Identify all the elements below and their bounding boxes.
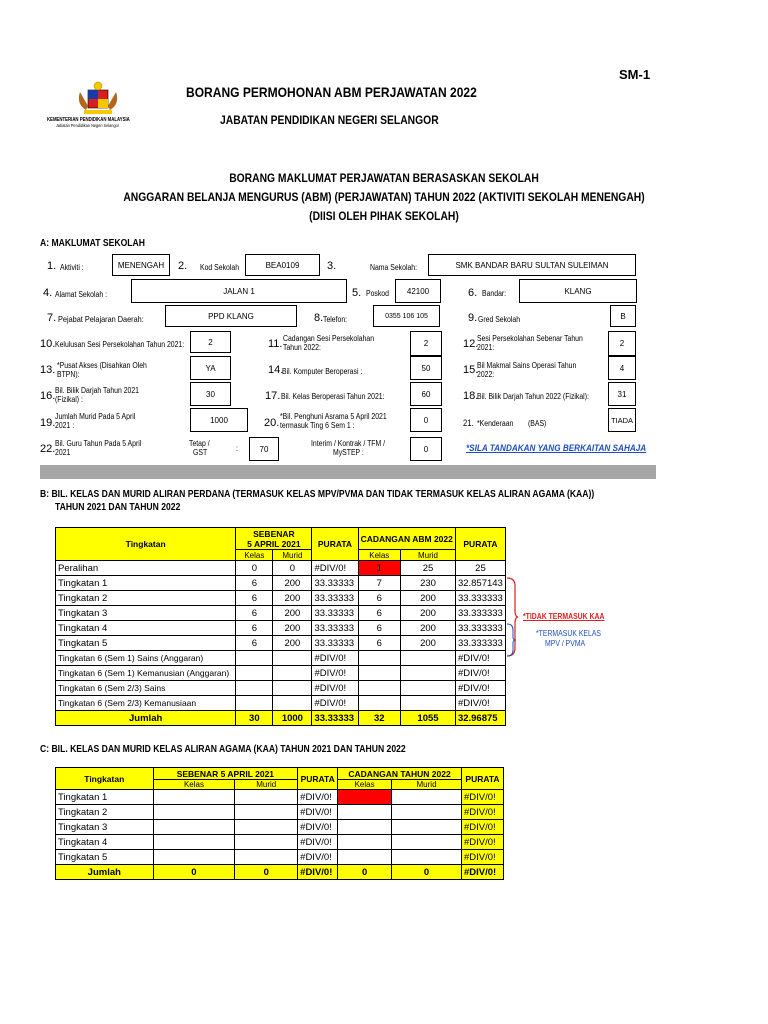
bilik-darjah-2022-field[interactable]: 31 [608,382,636,406]
cell-murid-2022[interactable] [392,850,462,865]
cell-murid[interactable]: 200 [273,591,312,606]
bilik-darjah-2021-field[interactable]: 30 [190,382,231,406]
cell-purata-2022-total: #DIV/0! [461,865,503,880]
cell-kelas[interactable] [236,651,273,666]
cell-kelas-2022[interactable] [358,696,401,711]
aktiviti-label: Aktiviti : [60,263,84,272]
field-number: 8. [314,312,324,324]
interim-label: Interim / Kontrak / TFM / [311,439,386,448]
cadangan-sesi-field[interactable]: 2 [410,331,442,356]
sesi-sebenar-field[interactable]: 2 [608,331,636,356]
komputer-field[interactable]: 50 [410,356,442,380]
field-number: 20. [264,417,280,429]
cell-murid[interactable] [273,681,312,696]
cell-kelas-2022[interactable]: 6 [358,591,401,606]
poskod-label: Poskod [366,289,389,298]
cell-murid[interactable]: 0 [273,561,312,576]
bilik-darjah-2022-label: Bil. Bilik Darjah Tahun 2022 (Fizikal): [477,392,589,401]
cell-purata-2022: #DIV/0! [461,790,503,805]
bil-guru-label: 2021 [55,448,71,457]
note-termasuk-mpv: *TERMASUK KELAS [536,629,601,638]
cell-murid[interactable] [273,696,312,711]
row-label: Peralihan [56,561,236,576]
page-title: BORANG PERMOHONAN ABM PERJAWATAN 2022 [186,84,477,100]
field-number: 11. [268,338,283,350]
cell-purata: #DIV/0! [298,805,338,820]
cell-kelas[interactable]: 6 [236,606,273,621]
asrama-field[interactable]: 0 [410,408,442,432]
table-row [56,576,506,591]
header-cadangan: CADANGAN TAHUN 2022 [338,768,462,780]
kenderaan-label: *Kenderaan [477,419,514,428]
field-number: 1. [47,260,57,272]
table-row [56,820,504,835]
asrama-label: *Bil. Penghuni Asrama 5 April 2021 [280,412,387,421]
makmal-field[interactable]: 4 [608,356,636,380]
field-number: 6. [468,287,478,299]
cell-purata-2022: 32.857143 [455,576,505,591]
cell-purata: 33.33333 [312,621,358,636]
cell-murid-2022[interactable]: 25 [401,561,456,576]
cell-kelas-2022[interactable] [338,820,392,835]
makmal-label: Bil Makmal Sains Operasi Tahun [477,361,577,370]
field-number: 3. [327,260,337,272]
alamat-field[interactable]: JALAN 1 [131,279,347,303]
cell-kelas-2022[interactable] [338,850,392,865]
bilik-darjah-2021-label: (Fizikal) : [55,395,83,404]
cell-kelas[interactable] [153,820,235,835]
row-label: Tingkatan 4 [56,621,236,636]
cell-murid[interactable] [235,805,298,820]
header-cadangan: CADANGAN ABM 2022 [358,528,455,550]
cell-purata-total: #DIV/0! [298,865,338,880]
jumlah-murid-field[interactable]: 1000 [190,408,248,432]
field-number: 21. [463,418,474,428]
cell-murid[interactable]: 200 [273,606,312,621]
cell-kelas-2022[interactable] [338,835,392,850]
table-row [56,850,504,865]
poskod-field[interactable]: 42100 [395,279,441,303]
cell-kelas[interactable]: 6 [236,636,273,651]
cell-purata: #DIV/0! [298,850,338,865]
header-murid: Murid [235,780,298,790]
note-termasuk-mpv-2: MPV / PVMA [545,639,586,648]
pusat-akses-label: BTPN): [57,370,80,379]
cell-purata-2022: #DIV/0! [461,850,503,865]
header-sebenar: SEBENAR 5 APRIL 2021 [153,768,298,780]
row-label: Tingkatan 1 [56,790,154,805]
table-row [56,561,506,576]
cell-murid[interactable] [273,651,312,666]
cell-murid-2022[interactable] [392,790,462,805]
header-sebenar-line2: 5 APRIL 2021 [247,538,301,549]
alamat-label: Alamat Sekolah : [55,290,108,299]
row-label: Tingkatan 3 [56,606,236,621]
row-label: Tingkatan 5 [56,636,236,651]
cell-purata-2022: 33.333333 [455,606,505,621]
cell-murid-2022[interactable] [401,666,456,681]
table-row-total [56,711,506,726]
cell-murid-2022-total: 1055 [401,711,456,726]
page-subtitle: JABATAN PENDIDIKAN NEGERI SELANGOR [220,113,439,127]
form-code: SM-1 [619,67,651,82]
jumlah-murid-label: Jumlah Murid Pada 5 April [55,412,136,421]
cell-kelas[interactable] [153,835,235,850]
cell-purata-2022: 33.333333 [455,636,505,651]
cell-purata: 33.33333 [312,636,358,651]
nama-sekolah-label: Nama Sekolah: [370,263,418,272]
interim-label: MySTEP : [333,448,364,457]
cell-kelas[interactable] [236,696,273,711]
cell-kelas-2022[interactable] [358,651,401,666]
komputer-label: Bil. Komputer Beroperasi : [282,367,363,376]
table-row [56,636,506,651]
field-number: 19. [40,417,56,429]
table-row [56,805,504,820]
field-number: 13. [40,364,56,376]
cell-murid[interactable] [235,835,298,850]
kelulusan-sesi-field[interactable]: 2 [190,331,231,353]
malaysia-coat-of-arms-logo [66,80,130,120]
field-number: 10. [40,338,56,350]
row-label: Tingkatan 2 [56,591,236,606]
header-purata: PURATA [298,768,338,790]
bilik-darjah-2021-label: Bil. Bilik Darjah Tahun 2021 [55,386,140,395]
field-number: 12. [463,338,479,350]
cell-murid-2022[interactable]: 200 [401,606,456,621]
header-tingkatan: Tingkatan [56,528,236,561]
table-row [56,621,506,636]
header-tingkatan: Tingkatan [56,768,154,790]
cell-kelas-2022[interactable] [358,681,401,696]
kelas-beroperasi-label: Bil. Kelas Beroperasi Tahun 2021: [281,392,385,401]
cell-kelas[interactable]: 6 [236,621,273,636]
cell-kelas-2022[interactable]: 7 [358,576,401,591]
cell-murid-2022[interactable]: 230 [401,576,456,591]
cell-murid[interactable]: 200 [273,621,312,636]
cell-murid-total: 0 [235,865,298,880]
cell-purata: #DIV/0! [312,681,358,696]
header-murid: Murid [273,550,312,561]
table-row [56,696,506,711]
cell-purata: #DIV/0! [312,561,358,576]
header-sebenar [236,528,312,550]
cell-murid[interactable] [235,850,298,865]
cell-purata: 33.33333 [312,576,358,591]
guru-interim-field[interactable]: 0 [410,437,442,461]
table-section-b [55,527,506,726]
header-sebenar-line1: SEBENAR [253,528,295,539]
cell-kelas-2022-total: 32 [358,711,401,726]
cell-purata-2022: #DIV/0! [455,696,505,711]
cell-murid[interactable]: 200 [273,636,312,651]
row-label-total: Jumlah [56,711,236,726]
table-row [56,606,506,621]
cell-purata-2022: #DIV/0! [461,820,503,835]
cell-purata-2022: #DIV/0! [461,805,503,820]
cell-kelas[interactable] [153,850,235,865]
table-section-c [55,767,504,880]
cell-purata-2022-total: 32.96875 [455,711,505,726]
cell-purata-2022: #DIV/0! [461,835,503,850]
section-a-title: A: MAKLUMAT SEKOLAH [40,238,145,249]
cell-kelas-2022[interactable]: 6 [358,606,401,621]
row-label: Tingkatan 1 [56,576,236,591]
cell-murid-2022[interactable] [401,681,456,696]
aktiviti-field[interactable]: MENENGAH [112,254,170,276]
field-number: 18. [463,390,479,402]
gred-label: Gred Sekolah [478,315,521,324]
kod-sekolah-label: Kod Sekolah [200,263,240,272]
cell-murid-2022[interactable] [392,820,462,835]
cell-purata-2022: 33.333333 [455,591,505,606]
bandar-field[interactable]: KLANG [519,279,637,303]
field-number: 2. [178,260,188,272]
form-heading-1: BORANG MAKLUMAT PERJAWATAN BERASASKAN SEKOLAH [229,171,539,185]
field-number: 4. [43,287,53,299]
section-c-title: C: BIL. KELAS DAN MURID KELAS ALIRAN AGAMA (KAA) TAHUN 2021 DAN TAHUN 2022 [40,744,406,755]
field-number: 17. [265,390,281,402]
header-purata-2022: PURATA [455,528,505,561]
form-heading-2: ANGGARAN BELANJA MENGURUS (ABM) (PERJAWATAN) TAHUN 2022 (AKTIVITI SEKOLAH MENENGAH) [123,190,645,204]
telefon-label: Telefon: [323,315,348,324]
table-row [56,666,506,681]
cell-kelas-2022[interactable] [338,790,392,805]
sesi-sebenar-label: Sesi Persekolahan Sebenar Tahun [477,334,583,343]
cell-murid[interactable] [273,666,312,681]
kelulusan-sesi-label: Kelulusan Sesi Persekolahan Tahun 2021: [55,340,185,349]
cell-purata-2022: #DIV/0! [455,666,505,681]
cell-purata: #DIV/0! [298,790,338,805]
cell-murid-2022-total: 0 [392,865,462,880]
cell-murid-2022[interactable]: 200 [401,621,456,636]
form-heading-3: (DIISI OLEH PIHAK SEKOLAH) [309,209,459,223]
cell-kelas[interactable]: 0 [236,561,273,576]
pusat-akses-field[interactable]: YA [190,356,231,380]
cell-kelas-2022[interactable] [358,666,401,681]
cell-purata: #DIV/0! [312,696,358,711]
field-number: 14. [268,364,284,376]
cell-murid-2022[interactable] [401,696,456,711]
cell-kelas[interactable] [236,681,273,696]
note-tidak-termasuk-kaa: *TIDAK TERMASUK KAA [523,612,605,621]
field-number: 22. [40,443,56,455]
section-b-title: B: BIL. KELAS DAN MURID ALIRAN PERDANA (TERMASUK KELAS MPV/PVMA DAN TIDAK TERMASUK KELAS ALIRAN AGAMA (KAA)) [40,489,595,500]
cell-kelas[interactable] [153,790,235,805]
section-b-title-2: TAHUN 2021 DAN TAHUN 2022 [55,502,181,513]
cell-purata: #DIV/0! [298,820,338,835]
cell-murid-2022[interactable] [392,835,462,850]
tetap-label: Tetap / [189,439,210,448]
cell-purata-2022: 33.333333 [455,621,505,636]
cell-kelas-total: 30 [236,711,273,726]
kelas-beroperasi-field[interactable]: 60 [410,382,442,406]
cell-murid[interactable] [235,790,298,805]
cell-murid-2022[interactable] [401,651,456,666]
makmal-label: 2022: [477,370,495,379]
section-divider [40,465,656,479]
table-row [56,651,506,666]
colon-label: : [236,444,238,453]
field-number: 9. [468,312,478,324]
cell-murid-2022[interactable]: 200 [401,591,456,606]
cell-purata: 33.33333 [312,591,358,606]
cell-kelas-total: 0 [153,865,235,880]
cell-kelas[interactable]: 6 [236,591,273,606]
header-kelas-2022: Kelas [338,780,392,790]
header-purata: PURATA [312,528,358,561]
table-row [56,790,504,805]
bracket-icon-small [505,622,517,658]
row-label-total: Jumlah [56,865,154,880]
cell-kelas-2022[interactable] [338,805,392,820]
header-kelas: Kelas [236,550,273,561]
field-number: 15. [463,364,479,376]
cell-murid-2022[interactable] [392,805,462,820]
ppd-label: Pejabat Pelajaran Daerah: [58,314,144,324]
jumlah-murid-label: 2021 : [55,421,75,430]
asrama-label: termasuk Ting 6 Sem 1 : [280,421,355,430]
cell-purata: #DIV/0! [312,666,358,681]
bil-guru-label: Bil. Guru Tahun Pada 5 April [55,439,142,448]
bandar-label: Bandar: [482,289,507,298]
cell-murid[interactable]: 200 [273,576,312,591]
row-label: Tingkatan 6 (Sem 1) Kemanusian (Anggaran) [56,666,236,681]
gred-field[interactable]: B [610,305,636,327]
row-label: Tingkatan 5 [56,850,154,865]
header-kelas-2022: Kelas [358,550,401,561]
ppd-field[interactable]: PPD KLANG [165,305,297,327]
row-label: Tingkatan 6 (Sem 2/3) Sains [56,681,236,696]
row-label: Tingkatan 4 [56,835,154,850]
telefon-field[interactable]: 0355 106 105 [373,305,440,327]
cell-murid-2022[interactable]: 200 [401,636,456,651]
table-row [56,591,506,606]
cell-purata-2022: #DIV/0! [455,681,505,696]
cell-purata: 33.33333 [312,606,358,621]
table-row [56,681,506,696]
nama-sekolah-field[interactable]: SMK BANDAR BARU SULTAN SULEIMAN [428,254,636,276]
row-label: Tingkatan 3 [56,820,154,835]
cell-purata: #DIV/0! [298,835,338,850]
kod-sekolah-field[interactable]: BEA0109 [245,254,320,276]
row-label: Tingkatan 2 [56,805,154,820]
sesi-sebenar-label: 2021: [477,343,495,352]
pusat-akses-label: *Pusat Akses (Disahkan Oleh [57,361,147,370]
header-kelas: Kelas [153,780,235,790]
cell-kelas-2022[interactable]: 1 [358,561,401,576]
cell-kelas-2022[interactable]: 6 [358,636,401,651]
field-number: 7. [47,312,57,324]
note-sila-tandakan: *SILA TANDAKAN YANG BERKAITAN SAHAJA [466,443,647,454]
table-row [56,835,504,850]
cadangan-sesi-label: Tahun 2022: [283,343,321,352]
kenderaan-bas-label: (BAS) [528,419,547,428]
cell-murid[interactable] [235,820,298,835]
header-murid-2022: Murid [401,550,456,561]
cell-purata-total: 33.33333 [312,711,358,726]
table-row-total [56,865,504,880]
field-number: 16. [40,390,56,402]
field-number: 5. [352,287,362,299]
kenderaan-field[interactable]: TIADA [608,408,636,432]
cell-kelas[interactable] [236,666,273,681]
header-purata-2022: PURATA [461,768,503,790]
row-label: Tingkatan 6 (Sem 2/3) Kemanusiaan [56,696,236,711]
row-label: Tingkatan 6 (Sem 1) Sains (Anggaran) [56,651,236,666]
cell-murid-total: 1000 [273,711,312,726]
logo-text-department: Jabatan Pendidikan Negeri Selangor [56,123,120,128]
guru-tetap-field[interactable]: 70 [249,437,279,461]
tetap-label: GST [193,448,208,457]
cell-purata-2022: #DIV/0! [455,651,505,666]
cell-kelas-2022-total: 0 [338,865,392,880]
header-murid-2022: Murid [392,780,462,790]
logo-text-ministry: KEMENTERIAN PENDIDIKAN MALAYSIA [47,117,130,123]
cell-purata: #DIV/0! [312,651,358,666]
cell-kelas[interactable] [153,805,235,820]
cadangan-sesi-label: Cadangan Sesi Persekolahan [283,334,375,343]
cell-kelas-2022[interactable]: 6 [358,621,401,636]
cell-purata-2022: 25 [455,561,505,576]
cell-kelas[interactable]: 6 [236,576,273,591]
